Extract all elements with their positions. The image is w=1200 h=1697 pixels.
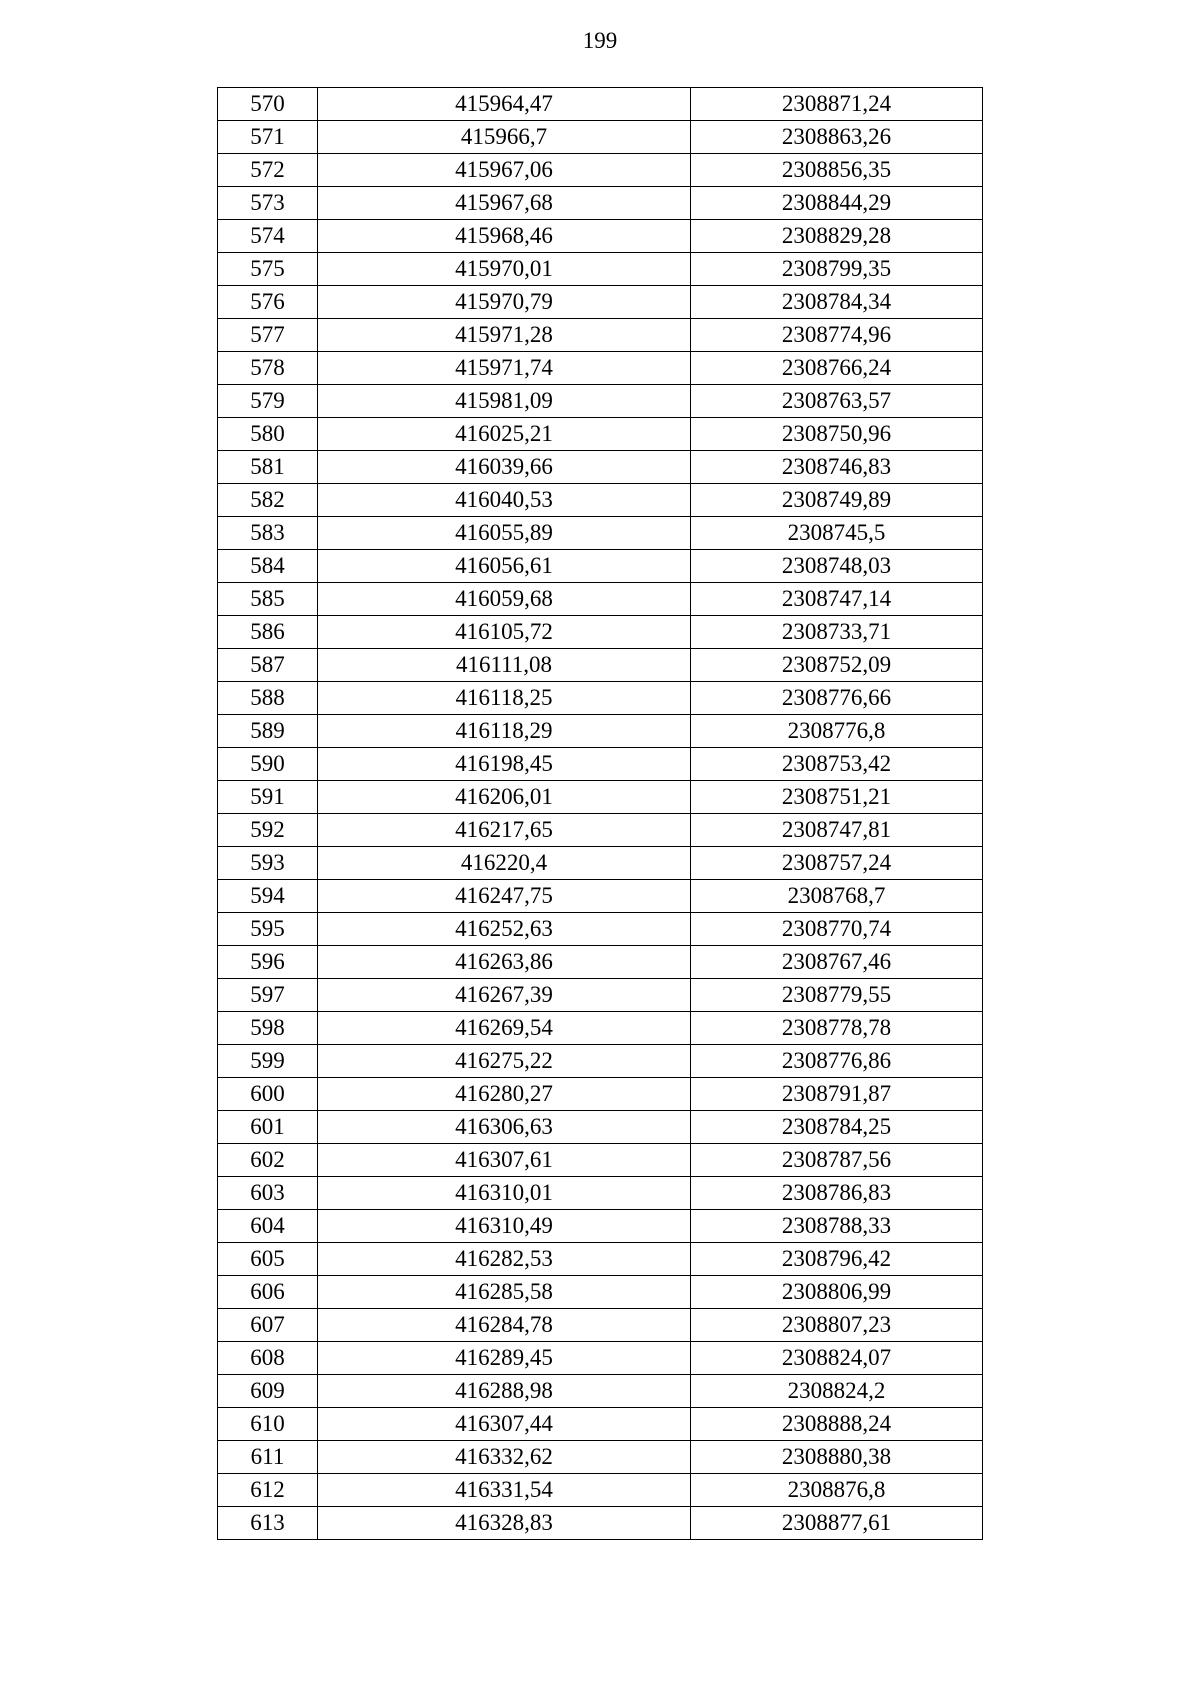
y-coordinate-cell: 2308753,42 bbox=[691, 748, 983, 781]
point-number-cell: 603 bbox=[218, 1177, 318, 1210]
x-coordinate-cell: 416307,61 bbox=[318, 1144, 691, 1177]
y-coordinate-cell: 2308877,61 bbox=[691, 1507, 983, 1540]
y-coordinate-cell: 2308856,35 bbox=[691, 154, 983, 187]
x-coordinate-cell: 416328,83 bbox=[318, 1507, 691, 1540]
point-number-cell: 596 bbox=[218, 946, 318, 979]
point-number-cell: 586 bbox=[218, 616, 318, 649]
x-coordinate-cell: 416040,53 bbox=[318, 484, 691, 517]
point-number-cell: 597 bbox=[218, 979, 318, 1012]
y-coordinate-cell: 2308751,21 bbox=[691, 781, 983, 814]
y-coordinate-cell: 2308791,87 bbox=[691, 1078, 983, 1111]
y-coordinate-cell: 2308786,83 bbox=[691, 1177, 983, 1210]
point-number-cell: 573 bbox=[218, 187, 318, 220]
point-number-cell: 604 bbox=[218, 1210, 318, 1243]
y-coordinate-cell: 2308747,14 bbox=[691, 583, 983, 616]
table-row bbox=[218, 187, 983, 220]
table-row bbox=[218, 715, 983, 748]
y-coordinate-cell: 2308733,71 bbox=[691, 616, 983, 649]
table-row bbox=[218, 1177, 983, 1210]
x-coordinate-cell: 416055,89 bbox=[318, 517, 691, 550]
table-row bbox=[218, 847, 983, 880]
y-coordinate-cell: 2308747,81 bbox=[691, 814, 983, 847]
y-coordinate-cell: 2308778,78 bbox=[691, 1012, 983, 1045]
x-coordinate-cell: 415970,01 bbox=[318, 253, 691, 286]
y-coordinate-cell: 2308888,24 bbox=[691, 1408, 983, 1441]
y-coordinate-cell: 2308880,38 bbox=[691, 1441, 983, 1474]
y-coordinate-cell: 2308796,42 bbox=[691, 1243, 983, 1276]
point-number-cell: 598 bbox=[218, 1012, 318, 1045]
coordinates-table bbox=[217, 87, 983, 1540]
x-coordinate-cell: 416332,62 bbox=[318, 1441, 691, 1474]
point-number-cell: 582 bbox=[218, 484, 318, 517]
x-coordinate-cell: 415968,46 bbox=[318, 220, 691, 253]
y-coordinate-cell: 2308876,8 bbox=[691, 1474, 983, 1507]
y-coordinate-cell: 2308768,7 bbox=[691, 880, 983, 913]
table-row bbox=[218, 979, 983, 1012]
y-coordinate-cell: 2308776,86 bbox=[691, 1045, 983, 1078]
y-coordinate-cell: 2308807,23 bbox=[691, 1309, 983, 1342]
y-coordinate-cell: 2308824,07 bbox=[691, 1342, 983, 1375]
table-row bbox=[218, 946, 983, 979]
point-number-cell: 606 bbox=[218, 1276, 318, 1309]
point-number-cell: 595 bbox=[218, 913, 318, 946]
point-number-cell: 587 bbox=[218, 649, 318, 682]
point-number-cell: 605 bbox=[218, 1243, 318, 1276]
x-coordinate-cell: 415981,09 bbox=[318, 385, 691, 418]
y-coordinate-cell: 2308770,74 bbox=[691, 913, 983, 946]
y-coordinate-cell: 2308799,35 bbox=[691, 253, 983, 286]
table-row bbox=[218, 1474, 983, 1507]
point-number-cell: 580 bbox=[218, 418, 318, 451]
point-number-cell: 612 bbox=[218, 1474, 318, 1507]
x-coordinate-cell: 416206,01 bbox=[318, 781, 691, 814]
point-number-cell: 572 bbox=[218, 154, 318, 187]
point-number-cell: 576 bbox=[218, 286, 318, 319]
table-row bbox=[218, 1111, 983, 1144]
table-row bbox=[218, 1408, 983, 1441]
y-coordinate-cell: 2308774,96 bbox=[691, 319, 983, 352]
table-row bbox=[218, 484, 983, 517]
table-row bbox=[218, 1375, 983, 1408]
x-coordinate-cell: 416275,22 bbox=[318, 1045, 691, 1078]
table-row bbox=[218, 88, 983, 121]
x-coordinate-cell: 416306,63 bbox=[318, 1111, 691, 1144]
y-coordinate-cell: 2308745,5 bbox=[691, 517, 983, 550]
y-coordinate-cell: 2308779,55 bbox=[691, 979, 983, 1012]
y-coordinate-cell: 2308824,2 bbox=[691, 1375, 983, 1408]
point-number-cell: 579 bbox=[218, 385, 318, 418]
table-row bbox=[218, 1507, 983, 1540]
x-coordinate-cell: 415967,68 bbox=[318, 187, 691, 220]
point-number-cell: 602 bbox=[218, 1144, 318, 1177]
y-coordinate-cell: 2308784,25 bbox=[691, 1111, 983, 1144]
point-number-cell: 571 bbox=[218, 121, 318, 154]
point-number-cell: 584 bbox=[218, 550, 318, 583]
point-number-cell: 609 bbox=[218, 1375, 318, 1408]
y-coordinate-cell: 2308863,26 bbox=[691, 121, 983, 154]
y-coordinate-cell: 2308784,34 bbox=[691, 286, 983, 319]
x-coordinate-cell: 416307,44 bbox=[318, 1408, 691, 1441]
x-coordinate-cell: 415971,74 bbox=[318, 352, 691, 385]
x-coordinate-cell: 416247,75 bbox=[318, 880, 691, 913]
x-coordinate-cell: 415970,79 bbox=[318, 286, 691, 319]
x-coordinate-cell: 415967,06 bbox=[318, 154, 691, 187]
table-row bbox=[218, 616, 983, 649]
table-row bbox=[218, 781, 983, 814]
coordinates-table-body bbox=[218, 88, 983, 1540]
x-coordinate-cell: 416056,61 bbox=[318, 550, 691, 583]
x-coordinate-cell: 416118,29 bbox=[318, 715, 691, 748]
y-coordinate-cell: 2308748,03 bbox=[691, 550, 983, 583]
x-coordinate-cell: 415964,47 bbox=[318, 88, 691, 121]
table-row bbox=[218, 352, 983, 385]
point-number-cell: 600 bbox=[218, 1078, 318, 1111]
table-row bbox=[218, 451, 983, 484]
table-row bbox=[218, 1210, 983, 1243]
point-number-cell: 575 bbox=[218, 253, 318, 286]
x-coordinate-cell: 416288,98 bbox=[318, 1375, 691, 1408]
table-row bbox=[218, 220, 983, 253]
table-row bbox=[218, 1144, 983, 1177]
table-row bbox=[218, 1045, 983, 1078]
y-coordinate-cell: 2308767,46 bbox=[691, 946, 983, 979]
x-coordinate-cell: 416105,72 bbox=[318, 616, 691, 649]
point-number-cell: 613 bbox=[218, 1507, 318, 1540]
table-row bbox=[218, 880, 983, 913]
point-number-cell: 593 bbox=[218, 847, 318, 880]
point-number-cell: 583 bbox=[218, 517, 318, 550]
point-number-cell: 589 bbox=[218, 715, 318, 748]
point-number-cell: 577 bbox=[218, 319, 318, 352]
point-number-cell: 588 bbox=[218, 682, 318, 715]
x-coordinate-cell: 416025,21 bbox=[318, 418, 691, 451]
table-row bbox=[218, 286, 983, 319]
x-coordinate-cell: 416198,45 bbox=[318, 748, 691, 781]
x-coordinate-cell: 416282,53 bbox=[318, 1243, 691, 1276]
table-row bbox=[218, 583, 983, 616]
y-coordinate-cell: 2308746,83 bbox=[691, 451, 983, 484]
x-coordinate-cell: 416289,45 bbox=[318, 1342, 691, 1375]
y-coordinate-cell: 2308871,24 bbox=[691, 88, 983, 121]
point-number-cell: 601 bbox=[218, 1111, 318, 1144]
table-row bbox=[218, 1441, 983, 1474]
table-row bbox=[218, 1078, 983, 1111]
point-number-cell: 585 bbox=[218, 583, 318, 616]
point-number-cell: 591 bbox=[218, 781, 318, 814]
y-coordinate-cell: 2308750,96 bbox=[691, 418, 983, 451]
y-coordinate-cell: 2308788,33 bbox=[691, 1210, 983, 1243]
x-coordinate-cell: 416267,39 bbox=[318, 979, 691, 1012]
table-row bbox=[218, 814, 983, 847]
x-coordinate-cell: 416285,58 bbox=[318, 1276, 691, 1309]
x-coordinate-cell: 416220,4 bbox=[318, 847, 691, 880]
table-row bbox=[218, 517, 983, 550]
table-row bbox=[218, 1012, 983, 1045]
table-row bbox=[218, 550, 983, 583]
point-number-cell: 610 bbox=[218, 1408, 318, 1441]
table-row bbox=[218, 682, 983, 715]
x-coordinate-cell: 415966,7 bbox=[318, 121, 691, 154]
table-row bbox=[218, 748, 983, 781]
y-coordinate-cell: 2308766,24 bbox=[691, 352, 983, 385]
point-number-cell: 570 bbox=[218, 88, 318, 121]
y-coordinate-cell: 2308844,29 bbox=[691, 187, 983, 220]
table-row bbox=[218, 253, 983, 286]
point-number-cell: 599 bbox=[218, 1045, 318, 1078]
point-number-cell: 611 bbox=[218, 1441, 318, 1474]
x-coordinate-cell: 416217,65 bbox=[318, 814, 691, 847]
table-row bbox=[218, 121, 983, 154]
table-row bbox=[218, 385, 983, 418]
x-coordinate-cell: 416263,86 bbox=[318, 946, 691, 979]
page-number: 199 bbox=[582, 28, 618, 53]
point-number-cell: 574 bbox=[218, 220, 318, 253]
x-coordinate-cell: 416059,68 bbox=[318, 583, 691, 616]
table-row bbox=[218, 649, 983, 682]
table-row bbox=[218, 913, 983, 946]
x-coordinate-cell: 416118,25 bbox=[318, 682, 691, 715]
point-number-cell: 592 bbox=[218, 814, 318, 847]
table-row bbox=[218, 1342, 983, 1375]
y-coordinate-cell: 2308806,99 bbox=[691, 1276, 983, 1309]
y-coordinate-cell: 2308776,66 bbox=[691, 682, 983, 715]
table-row bbox=[218, 1243, 983, 1276]
x-coordinate-cell: 416252,63 bbox=[318, 913, 691, 946]
y-coordinate-cell: 2308757,24 bbox=[691, 847, 983, 880]
x-coordinate-cell: 416284,78 bbox=[318, 1309, 691, 1342]
table-row bbox=[218, 418, 983, 451]
y-coordinate-cell: 2308763,57 bbox=[691, 385, 983, 418]
point-number-cell: 581 bbox=[218, 451, 318, 484]
point-number-cell: 608 bbox=[218, 1342, 318, 1375]
table-row bbox=[218, 1309, 983, 1342]
table-row bbox=[218, 154, 983, 187]
x-coordinate-cell: 416269,54 bbox=[318, 1012, 691, 1045]
point-number-cell: 578 bbox=[218, 352, 318, 385]
x-coordinate-cell: 415971,28 bbox=[318, 319, 691, 352]
y-coordinate-cell: 2308776,8 bbox=[691, 715, 983, 748]
y-coordinate-cell: 2308787,56 bbox=[691, 1144, 983, 1177]
y-coordinate-cell: 2308752,09 bbox=[691, 649, 983, 682]
x-coordinate-cell: 416331,54 bbox=[318, 1474, 691, 1507]
point-number-cell: 607 bbox=[218, 1309, 318, 1342]
table-row bbox=[218, 319, 983, 352]
y-coordinate-cell: 2308749,89 bbox=[691, 484, 983, 517]
x-coordinate-cell: 416111,08 bbox=[318, 649, 691, 682]
point-number-cell: 594 bbox=[218, 880, 318, 913]
point-number-cell: 590 bbox=[218, 748, 318, 781]
x-coordinate-cell: 416310,01 bbox=[318, 1177, 691, 1210]
x-coordinate-cell: 416310,49 bbox=[318, 1210, 691, 1243]
x-coordinate-cell: 416280,27 bbox=[318, 1078, 691, 1111]
table-row bbox=[218, 1276, 983, 1309]
x-coordinate-cell: 416039,66 bbox=[318, 451, 691, 484]
y-coordinate-cell: 2308829,28 bbox=[691, 220, 983, 253]
